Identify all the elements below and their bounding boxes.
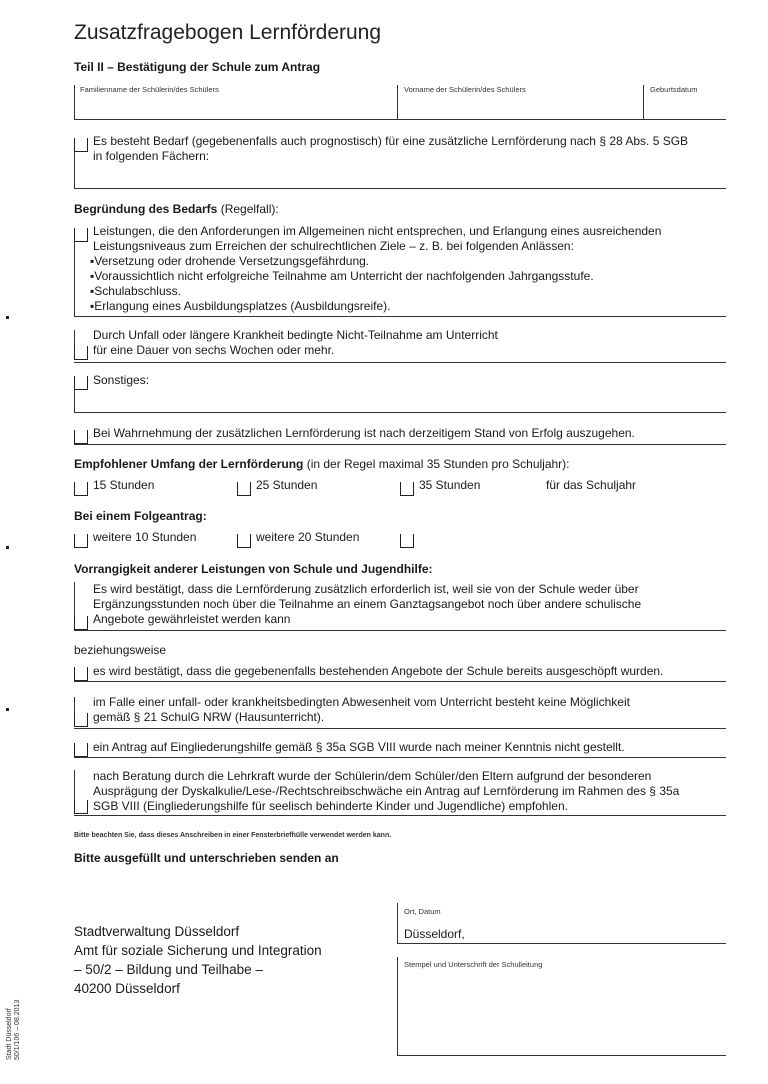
school-year-label: für das Schuljahr [546,478,637,492]
separator [74,630,726,631]
reason-bullet: ▪ Versetzung oder drohende Versetzungsgefährdung. [90,254,369,268]
scope-15-checkbox[interactable] [74,482,88,496]
priority-p5-line3: SGB VIII (Eingliederungshilfe für seelisch behinderte Kinder und Jugendliche) empfohlen. [93,799,568,813]
scope-15-label: 15 Stunden [93,478,155,492]
bracket [74,330,75,346]
scope-25-checkbox[interactable] [237,482,251,496]
separator [74,815,726,816]
reason-other-label: Sonstiges: [93,373,150,387]
reason-bullet: ▪ Voraussichtlich nicht erfolgreiche Teilnahme am Unterricht der nachfolgenden Jahrgangsstufe. [90,269,594,283]
need-checkbox[interactable] [74,138,88,152]
address-line: Stadtverwaltung Düsseldorf [74,924,240,939]
bracket [397,957,398,1055]
reason-heading-bold: Begründung des Bedarfs [74,202,218,216]
followup-20-label: weitere 20 Stunden [256,530,360,544]
priority-p1-line1: Es wird bestätigt, dass die Lernförderung zusätzlich erforderlich ist, weil sie von der Schule weder über [93,582,639,596]
part-heading: Teil II – Bestätigung der Schule zum Antrag [74,60,321,74]
fold-mark [6,546,9,549]
separator [74,316,726,317]
reason-p2-line1: Durch Unfall oder längere Krankheit bedingte Nicht-Teilnahme am Unterricht [93,328,498,342]
field-divider [74,85,75,119]
scope-heading-suffix: (in der Regel maximal 35 Stunden pro Schuljahr): [303,457,570,471]
priority-additional-checkbox[interactable] [74,616,88,630]
name-fields-underline [74,119,726,120]
separator [74,444,726,445]
priority-exhausted-checkbox[interactable] [74,667,88,681]
priority-integration-checkbox[interactable] [74,743,88,757]
side-text-line: 50/1/106 – 08.2013 [14,999,21,1060]
reason-illness-checkbox[interactable] [74,346,88,360]
surname-field[interactable] [80,97,390,117]
address-line: – 50/2 – Bildung und Teilhabe – [74,962,263,977]
or-label: beziehungsweise [74,643,167,657]
bracket [74,390,75,412]
priority-recommended-checkbox[interactable] [74,800,88,814]
reason-bullet: ▪ Schulabschluss. [90,284,181,298]
followup-10-checkbox[interactable] [74,534,88,548]
scope-heading [74,457,570,471]
separator [74,728,726,729]
bracket [74,582,75,616]
reason-other-checkbox[interactable] [74,376,88,390]
stamp-signature-area[interactable] [400,972,726,1054]
field-divider [643,85,644,119]
reason-bullet: ▪ Erlangung eines Ausbildungsplatzes (Ausbildungsreife). [90,299,390,313]
priority-p2: es wird bestätigt, dass die gegebenenfalls bestehenden Angebote der Schule bereits ausgeschöpft wurden. [93,664,664,678]
priority-p3-line2: gemäß § 21 SchulG NRW (Hausunterricht). [93,710,325,724]
reason-heading [74,202,279,216]
bracket [74,770,75,800]
signature-underline [397,1055,726,1056]
bracket [74,697,75,713]
priority-p1-line2: Ergänzungsstunden noch über die Teilnahme an einem Ganztagsangebot noch über andere schulische [93,597,642,611]
bracket [74,152,75,188]
reason-p1-line1: Leistungen, die den Anforderungen im Allgemeinen nicht entsprechen, und Erlangung eines ausreichenden [93,224,662,238]
field-divider [397,85,398,119]
firstname-label: Vorname der Schülerin/des Schülers [404,85,526,94]
place-date-field[interactable]: Düsseldorf, [404,927,465,941]
side-text-line: Stadt Düsseldorf [6,1008,13,1060]
priority-heading: Vorrangigkeit anderer Leistungen von Schule und Jugendhilfe: [74,562,433,576]
bracket [74,242,75,316]
fold-mark [6,316,9,319]
reason-performance-checkbox[interactable] [74,228,88,242]
other-underline[interactable] [74,412,726,413]
address-line: Amt für soziale Sicherung und Integration [74,943,322,958]
place-date-underline [397,943,726,944]
priority-p5-line2: Ausprägung der Dyskalkulie/Lese-/Rechtschreibschwäche ein Antrag auf Lernförderung im Rahmen des § 35a [93,784,680,798]
reason-p1-line2: Leistungsniveaus zum Erreichen der schulrechtlichen Ziele – z. B. bei folgenden Anlässen: [93,239,574,253]
priority-p5-line1: nach Beratung durch die Lehrkraft wurde der Schülerin/dem Schüler/den Eltern aufgrund der besonderen [93,769,652,783]
fold-mark [6,708,9,711]
scope-25-label: 25 Stunden [256,478,318,492]
reason-p2-line2: für eine Dauer von sechs Wochen oder mehr. [93,343,335,357]
scope-35-label: 35 Stunden [419,478,481,492]
followup-heading: Bei einem Folgeantrag: [74,509,207,523]
followup-other-checkbox[interactable] [400,534,414,548]
priority-p4: ein Antrag auf Eingliederungshilfe gemäß § 35a SGB VIII wurde nach meiner Kenntnis nicht gestellt. [93,740,625,754]
need-text-line2: in folgenden Fächern: [93,149,210,163]
priority-homeschool-checkbox[interactable] [74,713,88,727]
success-checkbox[interactable] [74,430,88,444]
send-heading: Bitte ausgefüllt und unterschrieben senden an [74,851,339,865]
place-date-label: Ort, Datum [404,907,441,916]
birthdate-field[interactable] [650,97,720,117]
surname-label: Familienname der Schülerin/des Schülers [80,85,219,94]
separator [74,681,726,682]
need-text-line1: Es besteht Bedarf (gegebenenfalls auch prognostisch) für eine zusätzliche Lernförderung nach § 28 Abs. 5 SGB [93,134,689,148]
address-line: 40200 Düsseldorf [74,981,180,996]
followup-10-label: weitere 10 Stunden [93,530,197,544]
form-title: Zusatzfragebogen Lernförderung [74,21,382,44]
success-text: Bei Wahrnehmung der zusätzlichen Lernförderung ist nach derzeitigem Stand von Erfolg auszugehen. [93,426,635,440]
firstname-field[interactable] [404,97,634,117]
followup-20-checkbox[interactable] [237,534,251,548]
scope-heading-bold: Empfohlener Umfang der Lernförderung [74,457,304,471]
stamp-signature-label: Stempel und Unterschrift der Schulleitung [404,960,543,969]
priority-p3-line1: im Falle einer unfall- oder krankheitsbedingten Abwesenheit vom Unterricht besteht keine Möglichkeit [93,695,630,709]
form-id-side-text [6,1000,22,1060]
priority-p1-line3: Angebote gewährleistet werden kann [93,612,291,626]
subjects-underline[interactable] [74,188,726,189]
separator [74,362,726,363]
bracket [397,903,398,943]
separator [74,757,726,758]
scope-35-checkbox[interactable] [400,482,414,496]
reason-heading-suffix: (Regelfall): [217,202,279,216]
window-envelope-note: Bitte beachten Sie, dass dieses Anschreiben in einer Fensterbriefhülle verwendet werden kann. [74,832,392,839]
birthdate-label: Geburtsdatum [650,85,698,94]
